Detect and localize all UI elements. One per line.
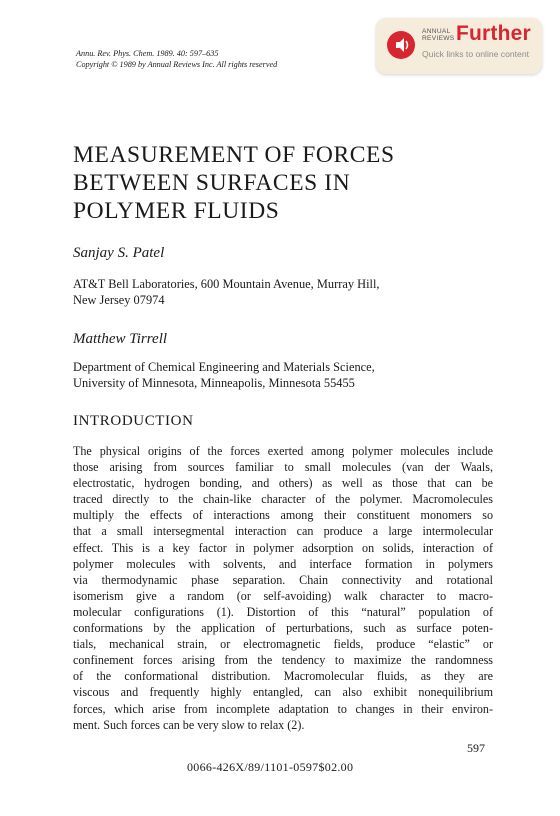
paragraph-line: those arising from sources familiar to small molecules (van der Waals, (73, 460, 493, 475)
paragraph-line: isomerism give a random (or self-avoiding) walk character to macro- (73, 588, 493, 603)
annual-reviews-logo-text: ANNUAL REVIEWS (422, 28, 455, 43)
author-affiliation (73, 359, 375, 391)
page-number: 597 (467, 741, 485, 755)
quick-links-label: Quick links to online content (422, 49, 530, 59)
title-line: BETWEEN SURFACES IN (73, 170, 351, 196)
paragraph-line: molecular configurations (1). Distortion of this “natural” population of (73, 604, 493, 619)
introduction-paragraph (73, 443, 493, 733)
affiliation-line: AT&T Bell Laboratories, 600 Mountain Avenue, Murray Hill, (73, 277, 380, 291)
paragraph-line: confinement forces arising from the tendency to maximize the randomness (73, 653, 493, 668)
copyright-line: Copyright © 1989 by Annual Reviews Inc. All rights reserved (76, 60, 278, 69)
paragraph-line: that a small intersegmental interaction can produce a large intermolecular (73, 524, 493, 539)
paragraph-line: forces, which arise from incomplete adaptation to changes in their environ- (73, 701, 493, 716)
paragraph-line: of the conformational distribution. Macromolecular fluids, as they are (73, 669, 493, 684)
annual-reviews-further-button[interactable] (376, 18, 542, 74)
title-line: POLYMER FLUIDS (73, 198, 280, 224)
affiliation-line: University of Minnesota, Minneapolis, Minnesota 55455 (73, 376, 355, 390)
title-line: MEASUREMENT OF FORCES (73, 142, 395, 168)
journal-citation (76, 48, 277, 70)
section-heading: INTRODUCTION (73, 413, 194, 429)
paragraph-line: ment. Such forces can be very slow to relax (2). (73, 717, 305, 732)
paragraph-line: effect. This is a key factor in polymer adsorption on solids, interaction of (73, 540, 493, 555)
paragraph-line: tials, mechanical strain, or electromagnetic fields, produce “elastic” or (73, 637, 493, 652)
further-label: Further (456, 22, 531, 45)
paragraph-line: polymer molecules with solvents, and interface formation in polymers (73, 556, 493, 571)
author-name: Sanjay S. Patel (73, 245, 165, 261)
affiliation-line: Department of Chemical Engineering and Materials Science, (73, 360, 375, 374)
citation-line: Annu. Rev. Phys. Chem. 1989. 40: 597–635 (76, 49, 219, 58)
paragraph-line: traced directly to the chain-like character of the polymer. Macromolecules (73, 492, 493, 507)
affiliation-line: New Jersey 07974 (73, 293, 165, 307)
paragraph-line: multiply the effects of interactions among their constituent monomers so (73, 508, 493, 523)
author-name: Matthew Tirrell (73, 331, 168, 347)
speaker-icon (387, 31, 415, 59)
article-title (73, 141, 395, 225)
paragraph-line: viscous and frequently highly entangled, can also exhibit nonequilibrium (73, 685, 493, 700)
paragraph-line: via thermodynamic phase separation. Chain connectivity and rotational (73, 572, 493, 587)
article-code: 0066-426X/89/1101-0597$02.00 (187, 760, 354, 774)
paragraph-line: electrostatic, hydrogen bonding, and others) as well as those that can be (73, 476, 493, 491)
paragraph-line: conformations by the application of perturbations, such as surface poten- (73, 621, 493, 636)
author-affiliation (73, 276, 380, 308)
paragraph-line: The physical origins of the forces exerted among polymer molecules include (73, 444, 493, 458)
